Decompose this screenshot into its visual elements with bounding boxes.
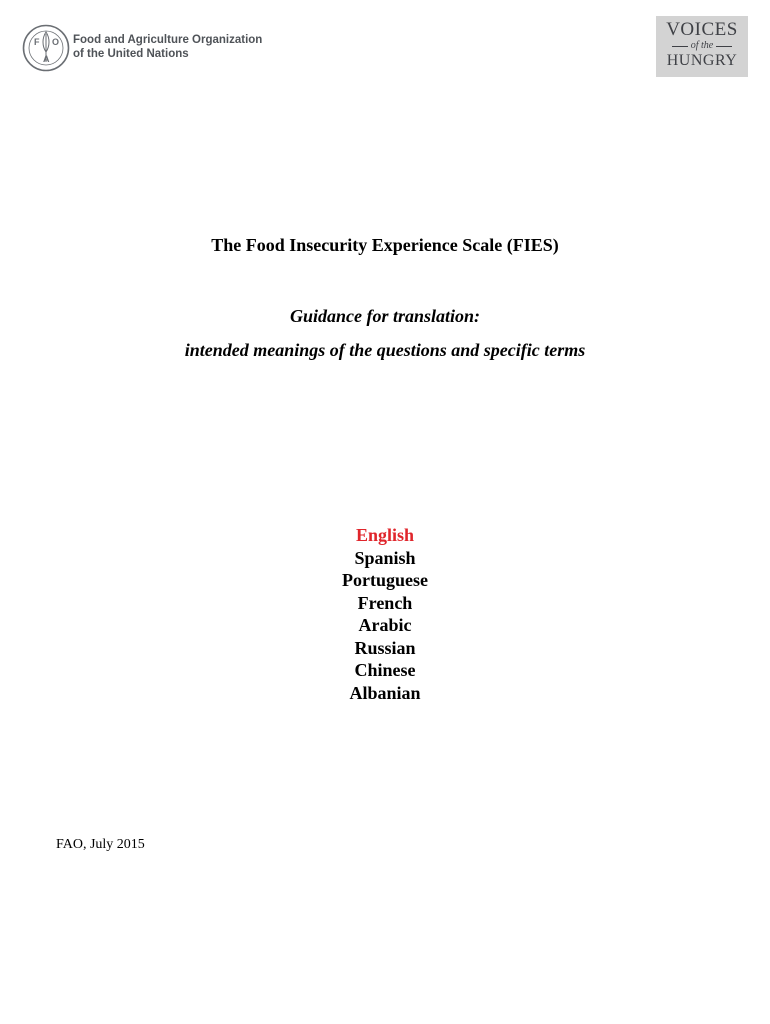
document-subtitle-line1: Guidance for translation: — [289, 306, 481, 326]
language-item-portuguese[interactable]: Portuguese — [342, 570, 428, 590]
voices-logo-line2: of the — [690, 40, 714, 51]
document-title: The Food Insecurity Experience Scale (FIES) — [211, 235, 559, 255]
voices-logo-line3: HUNGRY — [666, 52, 738, 69]
divider — [716, 46, 732, 47]
fao-organization-name — [73, 34, 262, 61]
svg-text:A: A — [43, 54, 50, 64]
svg-text:O: O — [52, 37, 60, 47]
language-item-russian[interactable]: Russian — [354, 637, 416, 658]
page-header — [0, 0, 770, 110]
document-subtitle-line2: intended meanings of the questions and specific terms — [184, 340, 586, 360]
language-item-arabic[interactable]: Arabic — [358, 615, 412, 635]
voices-logo-line2-row — [656, 40, 748, 52]
language-item-french[interactable]: French — [357, 592, 413, 613]
divider — [672, 46, 688, 47]
voices-logo-line1: VOICES — [666, 19, 738, 40]
fao-emblem-icon — [22, 24, 70, 72]
fao-name-line2: of the United Nations — [73, 47, 189, 60]
fao-name-line1: Food and Agriculture Organization — [73, 34, 263, 46]
language-item-english[interactable]: English — [355, 525, 415, 545]
voices-of-the-hungry-logo — [656, 16, 748, 77]
footer-date: FAO, July 2015 — [56, 837, 145, 852]
svg-text:F: F — [34, 37, 40, 47]
language-list — [0, 524, 770, 704]
language-item-chinese[interactable]: Chinese — [354, 660, 416, 680]
language-item-spanish[interactable]: Spanish — [354, 547, 416, 568]
language-item-albanian[interactable]: Albanian — [349, 682, 421, 703]
